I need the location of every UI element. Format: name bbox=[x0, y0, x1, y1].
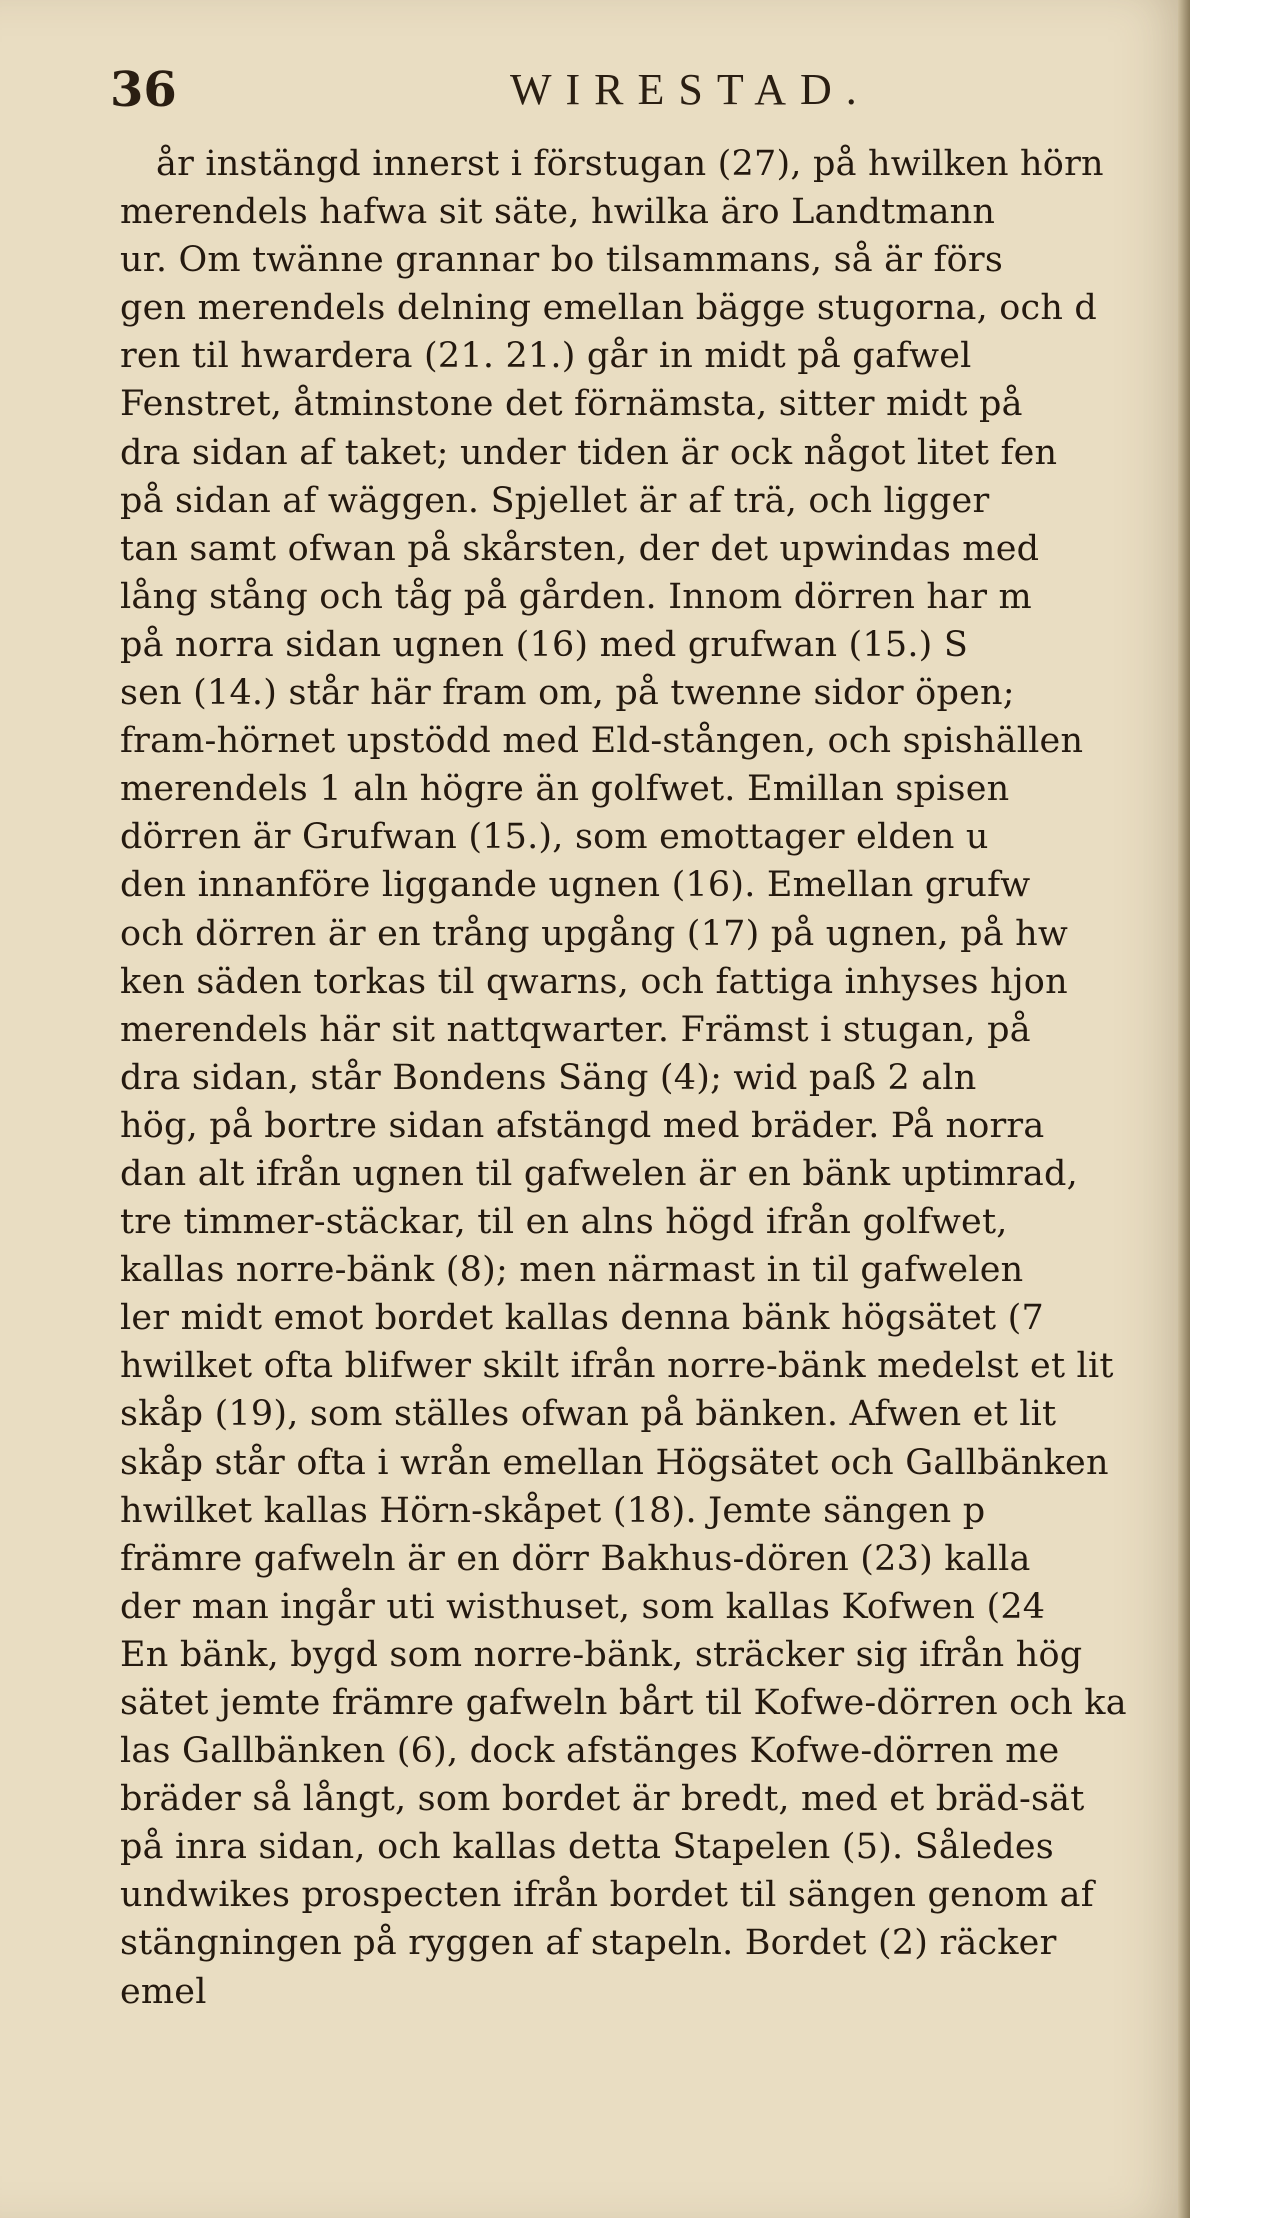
text-line: den innanföre liggande ugnen (16). Emellan grufw bbox=[120, 865, 1031, 906]
text-line: och dörren är en trång upgång (17) på ugnen, på hw bbox=[120, 913, 1069, 954]
text-line: ken säden torkas til qwarns, och fattiga inhyses hjon bbox=[120, 961, 1068, 1002]
text-line: las Gallbänken (6), dock afstänges Kofwe-dörren me bbox=[120, 1731, 1060, 1772]
text-line: fram-hörnet upstödd med Eld-stången, och spishällen bbox=[120, 721, 1084, 762]
text-line: sätet jemte främre gafweln bårt til Kofwe-dörren och ka bbox=[120, 1683, 1127, 1723]
text-line: undwikes prospecten ifrån bordet til sängen genom af bbox=[120, 1875, 1094, 1916]
text-line: skåp står ofta i wrån emellan Högsätet och Gallbänken bbox=[120, 1442, 1109, 1483]
text-line: skåp (19), som ställes ofwan på bänken. Afwen et lit bbox=[120, 1394, 1057, 1435]
text-line: sen (14.) står här fram om, på twenne sidor öpen; bbox=[120, 673, 1015, 714]
text-line: ren til hwardera (21. 21.) går in midt på gafwel bbox=[120, 336, 972, 377]
text-line: stängningen på ryggen af stapeln. Bordet (2) räcker bbox=[120, 1923, 1057, 1964]
text-line: hwilket kallas Hörn-skåpet (18). Jemte sängen p bbox=[120, 1490, 986, 1531]
text-line: på sidan af wäggen. Spjellet är af trä, och ligger bbox=[120, 480, 990, 521]
text-line: på norra sidan ugnen (16) med grufwan (15.) S bbox=[120, 624, 969, 665]
text-line: merendels 1 aln högre än golfwet. Emillan spisen bbox=[120, 769, 1010, 810]
text-line: bräder så långt, som bordet är bredt, med et bräd-sät bbox=[120, 1779, 1085, 1820]
page-edge-shadow bbox=[1178, 0, 1190, 2218]
text-line: kallas norre-bänk (8); men närmast in til gafwelen bbox=[120, 1250, 1024, 1291]
text-line: tre timmer-stäckar, til en alns högd ifrån golfwet, bbox=[120, 1202, 1008, 1243]
text-line: ler midt emot bordet kallas denna bänk högsätet (7 bbox=[120, 1298, 1044, 1339]
page-header bbox=[110, 48, 1170, 128]
text-line: emel bbox=[120, 1971, 207, 2012]
running-head: WIRESTAD. bbox=[510, 65, 871, 114]
text-line: hwilket ofta blifwer skilt ifrån norre-bänk medelst et lit bbox=[120, 1346, 1114, 1387]
page-number: 36 bbox=[110, 62, 177, 118]
blank-margin bbox=[1190, 0, 1287, 2218]
text-line: Fenstret, åtminstone det förnämsta, sitter midt på bbox=[120, 384, 1023, 425]
text-line: dra sidan af taket; under tiden är ock något litet fen bbox=[120, 432, 1058, 473]
text-line: på inra sidan, och kallas detta Stapelen (5). Således bbox=[120, 1827, 1054, 1868]
text-line: ur. Om twänne grannar bo tilsammans, så är förs bbox=[120, 240, 1003, 281]
text-line: der man ingår uti wisthuset, som kallas Kofwen (24 bbox=[120, 1586, 1046, 1627]
text-line: tan samt ofwan på skårsten, der det upwindas med bbox=[120, 528, 1040, 569]
text-line: merendels hafwa sit säte, hwilka äro Landtmann bbox=[120, 192, 996, 233]
text-line: gen merendels delning emellan bägge stugorna, och d bbox=[120, 288, 1098, 329]
text-line: dörren är Grufwan (15.), som emottager elden u bbox=[120, 817, 989, 858]
text-line: hög, på bortre sidan afstängd med bräder. På norra bbox=[120, 1105, 1045, 1146]
text-line: En bänk, bygd som norre-bänk, sträcker sig ifrån hög bbox=[120, 1634, 1083, 1675]
text-line: dra sidan, står Bondens Säng (4); wid paß 2 aln bbox=[120, 1057, 977, 1098]
text-line: merendels här sit nattqwarter. Främst i stugan, på bbox=[120, 1009, 1031, 1050]
text-line: dan alt ifrån ugnen til gafwelen är en bänk uptimrad, bbox=[120, 1153, 1078, 1194]
text-line: främre gafweln är en dörr Bakhus-dören (23) kalla bbox=[120, 1538, 1031, 1579]
text-line: lång stång och tåg på gården. Innom dörren har m bbox=[120, 576, 1032, 617]
text-line: år instängd innerst i förstugan (27), på hwilken hörn bbox=[156, 144, 1104, 184]
body-text bbox=[120, 140, 1180, 2016]
